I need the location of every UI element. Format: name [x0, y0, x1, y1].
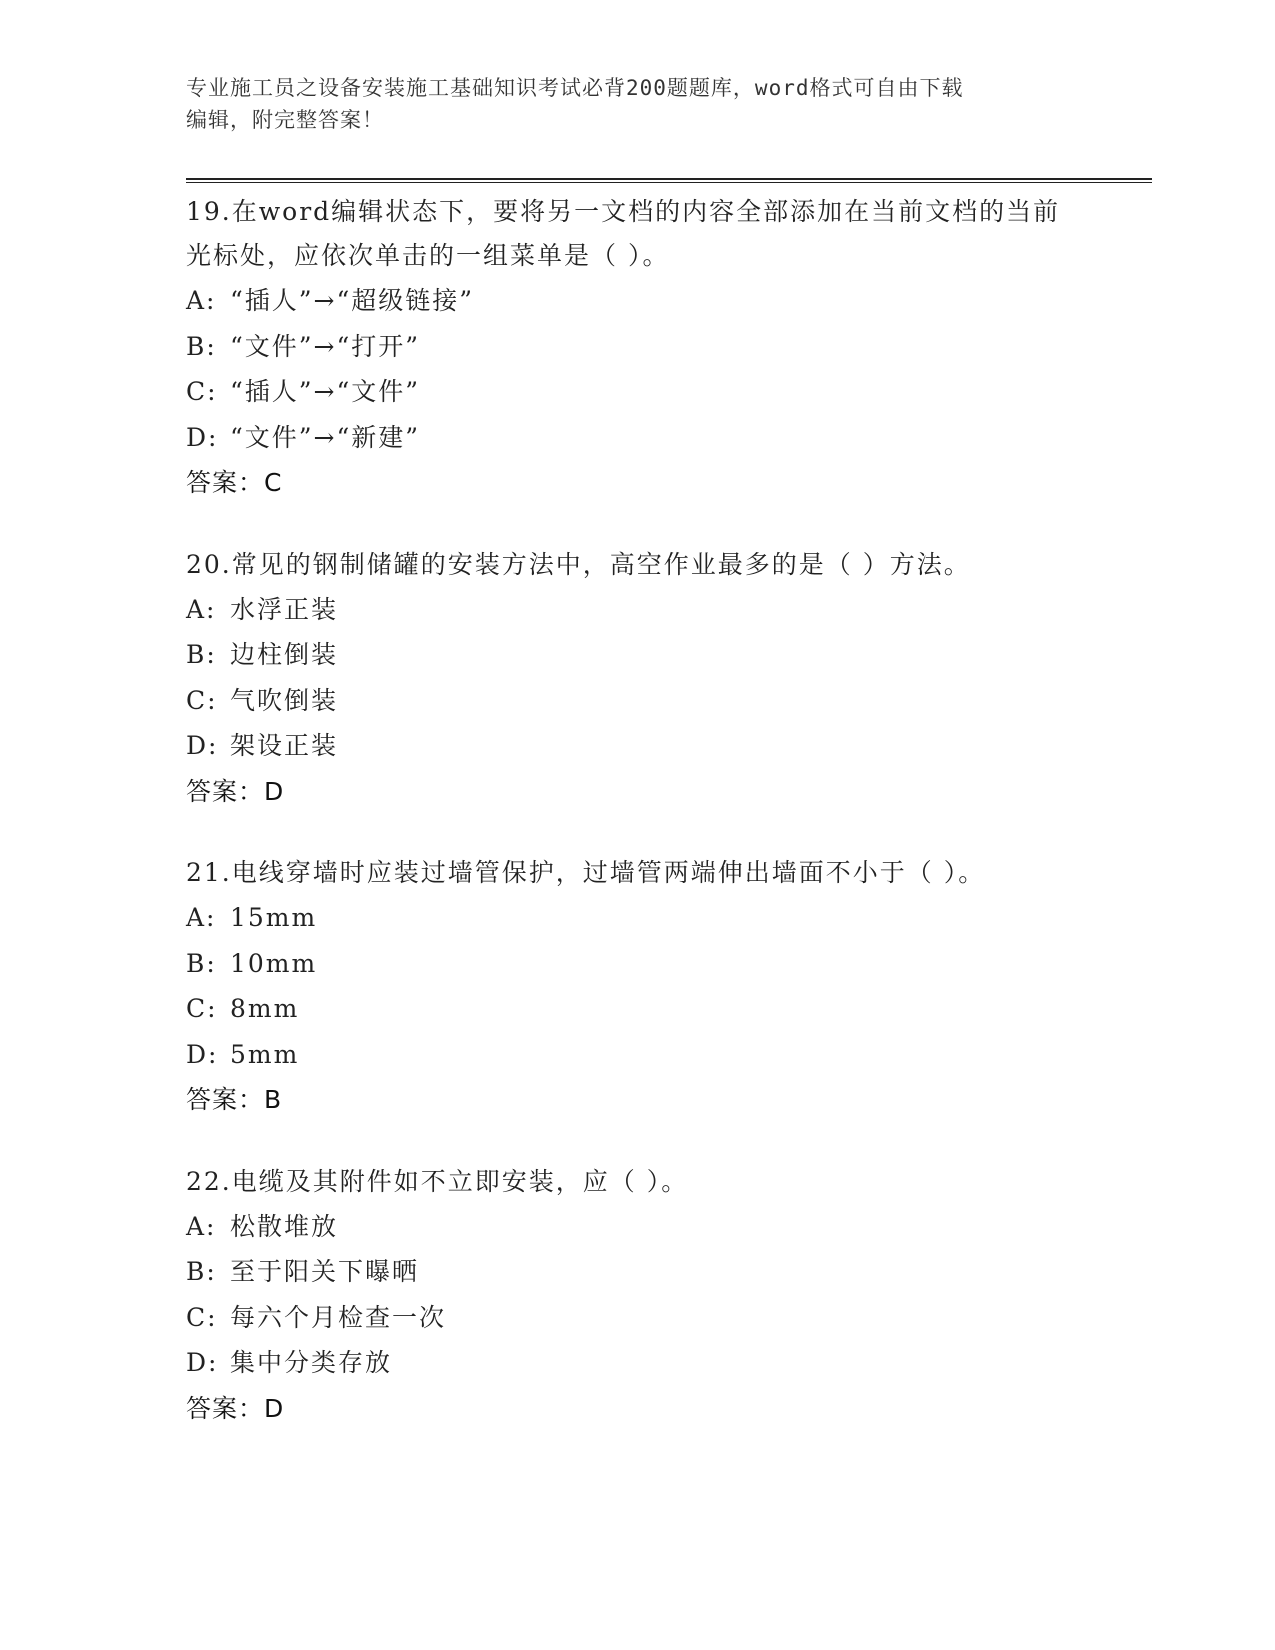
option-letter: C:: [186, 685, 218, 715]
option-text: 松散堆放: [230, 1211, 339, 1241]
option-c: [186, 1295, 1086, 1341]
question-stem: 21.电线穿墙时应装过墙管保护，过墙管两端伸出墙面不小于（ ）。: [186, 858, 986, 887]
option-letter: D:: [186, 422, 219, 452]
option-b: [186, 324, 1086, 370]
header-divider: [186, 178, 1152, 183]
option-letter: C:: [186, 994, 218, 1023]
option-text: 8mm: [230, 994, 300, 1023]
header-line-1: 专业施工员之设备安装施工基础知识考试必背200题题库，word格式可自由下载: [186, 76, 964, 100]
option-letter: A:: [186, 594, 217, 624]
question-stem: 22.电缆及其附件如不立即安装，应（ ）。: [186, 1166, 689, 1196]
question-22: [186, 1160, 1086, 1432]
option-text: 5mm: [230, 1039, 300, 1069]
option-a: [186, 278, 1086, 324]
option-text: 边柱倒装: [230, 640, 339, 669]
option-letter: D:: [186, 731, 219, 760]
option-d: [186, 1032, 1086, 1078]
question-20: [186, 543, 1086, 815]
option-c: [186, 986, 1086, 1032]
answer-line: 答案：D: [186, 1393, 285, 1423]
question-list: [186, 190, 1086, 1468]
option-text: “文件”→“新建”: [230, 422, 421, 452]
answer-line: 答案：C: [186, 468, 283, 497]
option-letter: B:: [186, 1257, 217, 1286]
option-letter: B:: [186, 331, 217, 361]
option-letter: D:: [186, 1348, 219, 1377]
option-c: [186, 678, 1086, 724]
option-text: 架设正装: [230, 731, 339, 760]
question-stem: 20.常见的钢制储罐的安装方法中，高空作业最多的是（ ）方法。: [186, 549, 971, 579]
option-letter: C:: [186, 377, 218, 406]
option-letter: C:: [186, 1302, 218, 1332]
option-b: [186, 1249, 1086, 1295]
option-text: “插人”→“超级链接”: [230, 286, 475, 315]
answer-line: 答案：D: [186, 776, 285, 806]
option-d: [186, 415, 1086, 461]
option-text: 每六个月检查一次: [230, 1302, 447, 1332]
option-d: [186, 723, 1086, 769]
option-a: [186, 1204, 1086, 1250]
option-letter: A:: [186, 903, 217, 932]
option-text: 至于阳关下曝晒: [230, 1257, 420, 1286]
option-d: [186, 1340, 1086, 1386]
header-line-2: 编辑，附完整答案！: [186, 108, 384, 132]
option-letter: A:: [186, 1211, 217, 1241]
option-letter: B:: [186, 948, 217, 978]
option-text: “插人”→“文件”: [230, 377, 421, 406]
option-letter: D:: [186, 1039, 219, 1069]
option-b: [186, 632, 1086, 678]
question-stem: 19.在word编辑状态下，要将另一文档的内容全部添加在当前文档的当前光标处，应依次单击的一组菜单是（ ）。: [186, 197, 1061, 270]
option-b: [186, 941, 1086, 987]
option-text: 15mm: [230, 903, 318, 932]
option-letter: B:: [186, 640, 217, 669]
question-21: [186, 851, 1086, 1123]
question-19: [186, 190, 1086, 506]
option-letter: A:: [186, 286, 217, 315]
option-text: 水浮正装: [230, 594, 339, 624]
answer-line: 答案：B: [186, 1085, 283, 1114]
option-text: 气吹倒装: [230, 685, 339, 715]
document-header: [186, 72, 1066, 136]
option-a: [186, 895, 1086, 941]
option-a: [186, 587, 1086, 633]
option-text: “文件”→“打开”: [230, 331, 421, 361]
option-text: 10mm: [230, 948, 318, 978]
option-c: [186, 369, 1086, 415]
option-text: 集中分类存放: [230, 1348, 393, 1377]
